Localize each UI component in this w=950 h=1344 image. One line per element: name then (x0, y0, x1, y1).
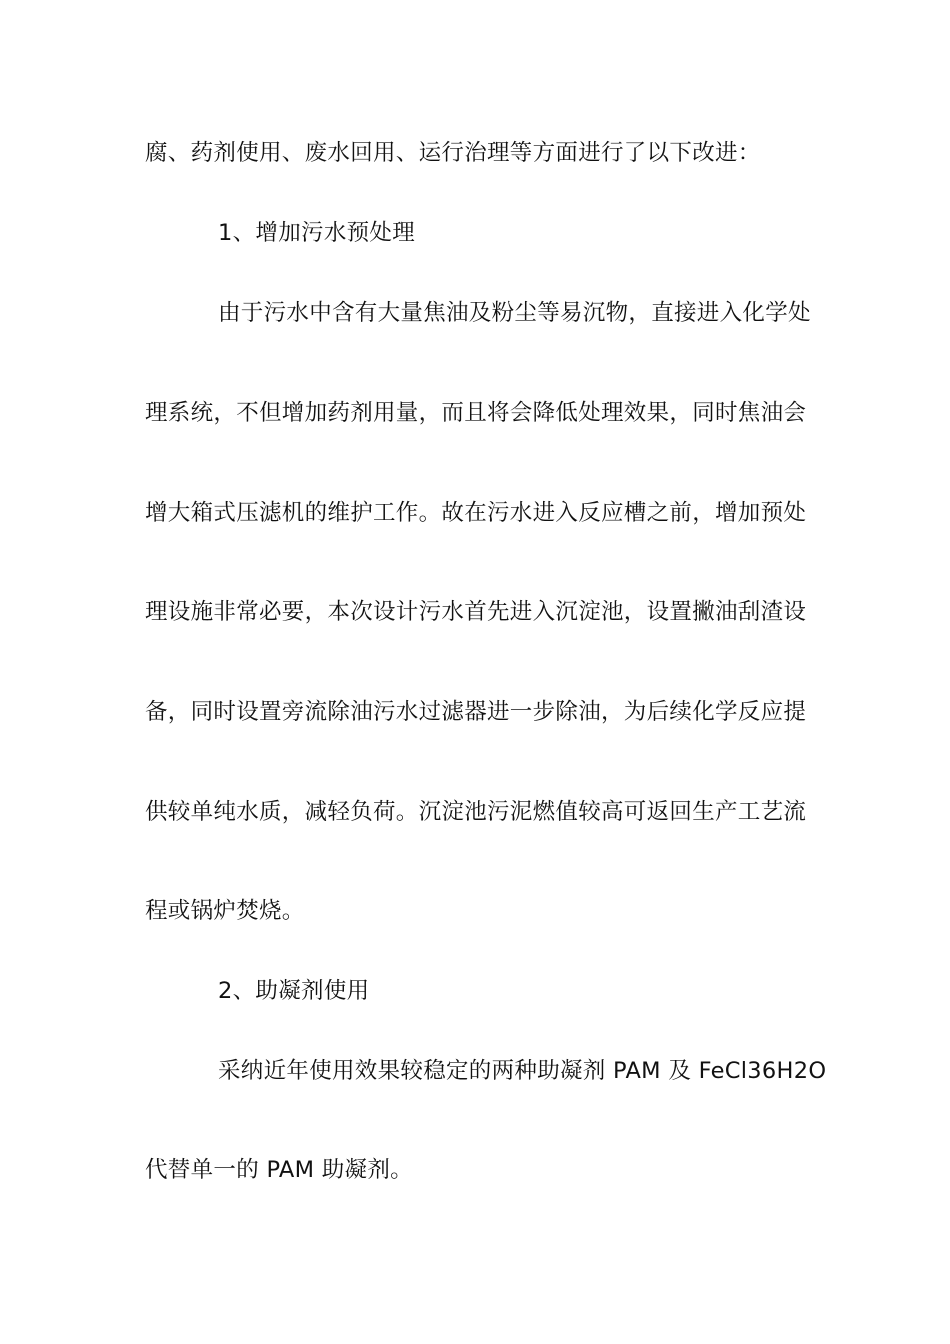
paragraph-line: 采纳近年使用效果较稳定的两种助凝剂 PAM 及 FeCl36H2O (218, 1058, 827, 1084)
paragraph-line: 供较单纯水质，减轻负荷。沉淀池污泥燃值较高可返回生产工艺流 (145, 799, 807, 825)
paragraph-line: 程或锅炉焚烧。 (145, 898, 305, 924)
paragraph-continuation-line: 腐、药剂使用、废水回用、运行治理等方面进行了以下改进： (145, 140, 761, 166)
paragraph-line: 代替单一的 PAM 助凝剂。 (145, 1157, 413, 1183)
paragraph-line: 由于污水中含有大量焦油及粉尘等易沉物，直接进入化学处 (218, 300, 811, 326)
section-heading-2: 2、助凝剂使用 (218, 978, 370, 1004)
paragraph-line: 理设施非常必要，本次设计污水首先进入沉淀池，设置撇油刮渣设 (145, 599, 807, 625)
section-heading-1: 1、增加污水预处理 (218, 220, 416, 246)
paragraph-line: 备，同时设置旁流除油污水过滤器进一步除油，为后续化学反应提 (145, 699, 807, 725)
paragraph-line: 理系统，不但增加药剂用量，而且将会降低处理效果，同时焦油会 (145, 400, 807, 426)
paragraph-line: 增大箱式压滤机的维护工作。故在污水进入反应槽之前，增加预处 (145, 500, 807, 526)
